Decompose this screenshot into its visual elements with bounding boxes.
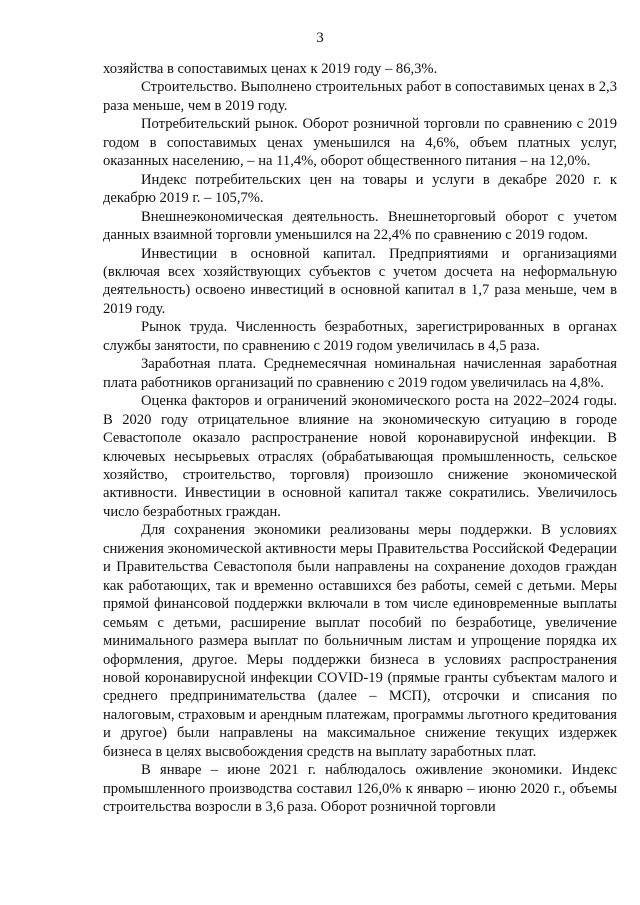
paragraph-wages: Заработная плата. Среднемесячная номинальная начисленная заработная плата работников организаций по сравнению с 2019 годом увеличилась на 4,8%. bbox=[103, 356, 617, 391]
paragraph-support-measures: Для сохранения экономики реализованы меры поддержки. В условиях снижения экономической активности меры Правительства Российской Федерации и Правительства Севастополя были направлены на сохранение доходов граждан как работающих, так и временно оставшихся без работы, семей с детьми. Меры прямой финансовой поддержки включали в том числе единовременные выплаты семьям с детьми, расширение выплат пособий по безработице, увеличение минимального размера выплат по больничным листам и упрощение порядка их оформления, другое. Меры поддержки бизнеса в условиях распространения новой коронавирусной инфекции COVID-19 (прямые гранты субъектам малого и среднего предпринимательства (далее – МСП), отсрочки и списания по налоговым, страховым и арендным платежам, программы льготного кредитования и другое) были направлены на максимальное снижение текущих издержек бизнеса в целях высвобождения средств на выплату заработных плат. bbox=[103, 522, 617, 760]
paragraph-consumer-market: Потребительский рынок. Оборот розничной торговли по сравнению с 2019 годом в сопоставимых ценах уменьшился на 4,6%, объем платных услуг, оказанных населению, – на 11,4%, оборот общественного питания – на 12,0%. bbox=[103, 116, 617, 170]
paragraph-agriculture-end: хозяйства в сопоставимых ценах к 2019 году – 86,3%. bbox=[103, 61, 438, 77]
paragraph-price-index: Индекс потребительских цен на товары и услуги в декабре 2020 г. к декабрю 2019 г. – 105,7%. bbox=[103, 171, 617, 207]
document-body bbox=[103, 60, 617, 817]
paragraph-labor-market: Рынок труда. Численность безработных, зарегистрированных в органах службы занятости, по сравнению с 2019 годом увеличилась в 4,5 раза. bbox=[103, 319, 617, 354]
paragraph-construction: Строительство. Выполнено строительных работ в сопоставимых ценах в 2,3 раза меньше, чем в 2019 году. bbox=[103, 79, 617, 114]
paragraph-growth-factors: Оценка факторов и ограничений экономического роста на 2022–2024 годы. В 2020 году отрицательное влияние на экономическую ситуацию в городе Севастополе оказало распространение новой коронавирусной инфекции. В ключевых несырьевых отраслях (обрабатывающая промышленность, сельское хозяйство, строительство, торговля) произошло снижение экономической активности. Инвестиции в основной капитал также сократились. Увеличилось число безработных граждан. bbox=[103, 393, 617, 520]
paragraph-foreign-trade: Внешнеэкономическая деятельность. Внешнеторговый оборот с учетом данных взаимной торговли уменьшился на 22,4% по сравнению с 2019 годом. bbox=[103, 208, 617, 244]
paragraph-investments: Инвестиции в основной капитал. Предприятиями и организациями (включая всех хозяйствующих субъектов с учетом досчета на неформальную деятельность) освоено инвестиций в основной капитал в 1,7 раза меньше, чем в 2019 году. bbox=[103, 245, 617, 317]
paragraph-recovery-2021: В январе – июне 2021 г. наблюдалось оживление экономики. Индекс промышленного производства составил 126,0% к январю – июню 2020 г., объемы строительства возросли в 3,6 раза. Оборот розничной торговли bbox=[103, 762, 617, 816]
page-number: 3 bbox=[316, 30, 324, 46]
